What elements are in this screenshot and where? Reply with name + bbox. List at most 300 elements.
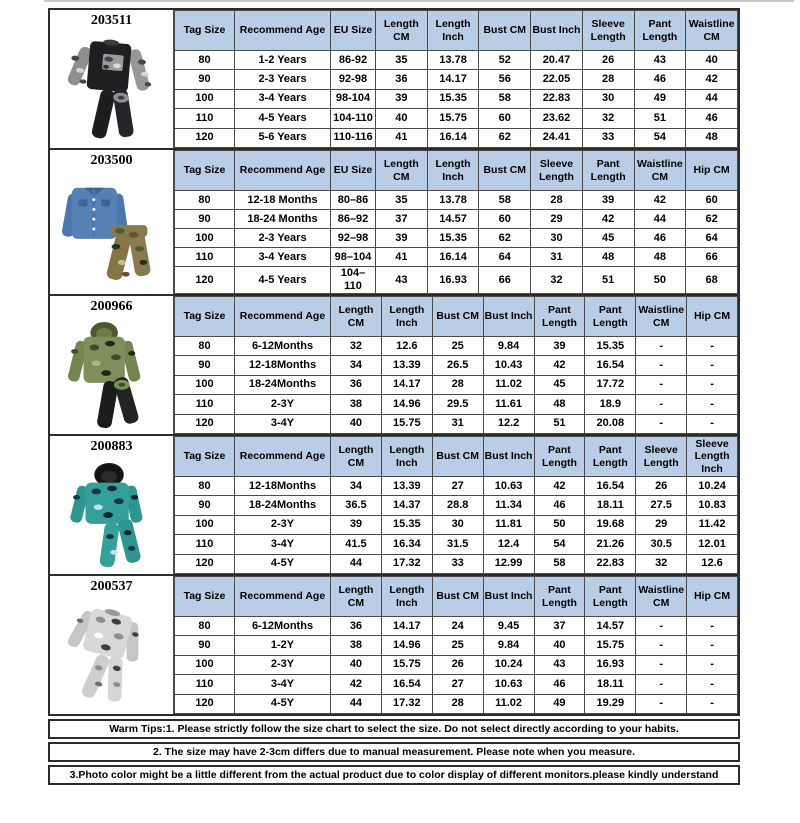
table-cell: 15.75: [427, 109, 479, 128]
column-header: EU Size: [331, 151, 376, 191]
table-cell: 40: [534, 636, 585, 655]
table-cell: 16.14: [427, 248, 479, 267]
table-cell: 15.35: [427, 229, 479, 248]
table-cell: 90: [175, 356, 235, 375]
table-cell: 13.39: [381, 356, 432, 375]
table-cell: 11.42: [687, 515, 738, 534]
table-cell: 18.9: [585, 395, 636, 414]
table-cell: 44: [634, 210, 686, 229]
table-cell: 10.83: [687, 496, 738, 515]
table-row: [175, 267, 738, 294]
table-cell: 19.68: [585, 515, 636, 534]
column-header: Pant Length: [634, 11, 686, 51]
table-cell: 16.54: [585, 356, 636, 375]
table-cell: 3-4 Years: [235, 89, 331, 108]
table-cell: 17.32: [381, 554, 432, 573]
table-cell: 60: [479, 109, 531, 128]
table-cell: 46: [634, 229, 686, 248]
table-cell: 33: [432, 554, 483, 573]
table-cell: 46: [534, 496, 585, 515]
table-cell: 86–92: [331, 210, 376, 229]
table-cell: 42: [582, 210, 634, 229]
table-cell: 22.83: [585, 554, 636, 573]
table-cell: 15.35: [427, 89, 479, 108]
table-cell: 14.57: [427, 210, 479, 229]
table-cell: 90: [175, 636, 235, 655]
table-row: [175, 477, 738, 496]
table-cell: 110: [175, 395, 235, 414]
table-cell: 21.26: [585, 535, 636, 554]
column-header: Pant Length: [585, 297, 636, 337]
table-cell: 22.83: [531, 89, 583, 108]
column-header: Pant Length: [534, 437, 585, 477]
table-row: [175, 229, 738, 248]
product-code: 203511: [90, 13, 133, 28]
table-row: [175, 248, 738, 267]
product-cell: [50, 436, 174, 574]
table-cell: 18-24Months: [235, 496, 331, 515]
table-cell: 46: [634, 70, 686, 89]
table-cell: 39: [582, 191, 634, 210]
table-cell: 62: [686, 210, 738, 229]
table-cell: 44: [331, 694, 382, 713]
table-cell: 2-3Y: [235, 655, 331, 674]
product-code: 200537: [90, 579, 133, 594]
column-header: Tag Size: [175, 577, 235, 617]
column-header: Recommend Age: [235, 297, 331, 337]
table-cell: 90: [175, 496, 235, 515]
table-cell: 30: [432, 515, 483, 534]
table-cell: 50: [534, 515, 585, 534]
table-cell: 16.14: [427, 128, 479, 147]
table-cell: 58: [479, 191, 531, 210]
column-header: Pant Length: [585, 577, 636, 617]
table-cell: 62: [479, 128, 531, 147]
table-cell: 80: [175, 617, 235, 636]
product-photo-green-camo-hoodie-set: [57, 316, 167, 434]
table-cell: 48: [634, 248, 686, 267]
table-cell: 42: [534, 356, 585, 375]
product-photo-grey-camo-set: [57, 596, 167, 714]
table-cell: 104–110: [331, 267, 376, 294]
table-cell: 100: [175, 375, 235, 394]
table-cell: 13.78: [427, 51, 479, 70]
table-cell: 66: [686, 248, 738, 267]
table-cell: 9.84: [483, 636, 534, 655]
table-cell: 14.96: [381, 636, 432, 655]
table-cell: 9.45: [483, 617, 534, 636]
product-code: 200966: [90, 299, 133, 314]
column-header: Length Inch: [427, 11, 479, 51]
table-cell: 46: [686, 109, 738, 128]
table-cell: 54: [534, 535, 585, 554]
table-cell: 98-104: [331, 89, 376, 108]
table-row: [175, 636, 738, 655]
column-header: Length CM: [376, 11, 428, 51]
table-cell: 23.62: [531, 109, 583, 128]
table-cell: 4-5Y: [235, 694, 331, 713]
table-cell: 11.61: [483, 395, 534, 414]
table-cell: 30: [531, 229, 583, 248]
table-cell: 48: [686, 128, 738, 147]
table-cell: 100: [175, 655, 235, 674]
table-row: [175, 191, 738, 210]
table-cell: 90: [175, 70, 235, 89]
table-cell: 40: [331, 655, 382, 674]
column-header: Length CM: [331, 437, 382, 477]
table-cell: -: [636, 375, 687, 394]
table-cell: 12.6: [381, 337, 432, 356]
table-row: [175, 515, 738, 534]
section-203511: [50, 10, 738, 150]
column-header: Bust Inch: [483, 577, 534, 617]
table-cell: 32: [331, 337, 382, 356]
size-table-200537: [174, 576, 738, 714]
column-header: Bust CM: [432, 577, 483, 617]
table-cell: 15.75: [585, 636, 636, 655]
table-cell: 51: [534, 414, 585, 433]
table-cell: 2-3Y: [235, 515, 331, 534]
column-header: Sleeve Length: [582, 11, 634, 51]
table-cell: 39: [376, 89, 428, 108]
table-cell: 12.4: [483, 535, 534, 554]
table-cell: 24.41: [531, 128, 583, 147]
table-cell: 37: [534, 617, 585, 636]
table-cell: 35: [376, 51, 428, 70]
column-header: Bust CM: [432, 437, 483, 477]
table-cell: 39: [376, 229, 428, 248]
table-cell: 14.96: [381, 395, 432, 414]
column-header: Recommend Age: [235, 11, 331, 51]
table-cell: 42: [634, 191, 686, 210]
table-cell: 44: [331, 554, 382, 573]
table-cell: 18.11: [585, 496, 636, 515]
table-cell: 86-92: [331, 51, 376, 70]
table-cell: 40: [686, 51, 738, 70]
table-cell: 6-12Months: [235, 617, 331, 636]
table-cell: -: [636, 337, 687, 356]
column-header: EU Size: [331, 11, 376, 51]
table-row: [175, 51, 738, 70]
table-cell: 51: [634, 109, 686, 128]
table-cell: 20.08: [585, 414, 636, 433]
table-cell: 110: [175, 109, 235, 128]
table-cell: 120: [175, 414, 235, 433]
table-cell: 45: [534, 375, 585, 394]
product-code: 203500: [90, 153, 133, 168]
table-cell: 100: [175, 515, 235, 534]
table-cell: 45: [582, 229, 634, 248]
table-cell: 3-4Y: [235, 675, 331, 694]
table-row: [175, 694, 738, 713]
table-cell: 3-4Y: [235, 414, 331, 433]
table-cell: -: [636, 694, 687, 713]
table-cell: 38: [331, 395, 382, 414]
column-header: Bust CM: [479, 151, 531, 191]
table-cell: 10.63: [483, 675, 534, 694]
table-cell: 5-6 Years: [235, 128, 331, 147]
table-cell: 51: [582, 267, 634, 294]
table-cell: -: [687, 655, 738, 674]
table-cell: 36: [331, 617, 382, 636]
table-cell: 43: [634, 51, 686, 70]
table-cell: -: [687, 636, 738, 655]
column-header: Tag Size: [175, 11, 235, 51]
table-cell: 110: [175, 535, 235, 554]
column-header: Waistline CM: [636, 577, 687, 617]
table-cell: 14.17: [381, 617, 432, 636]
table-cell: -: [636, 414, 687, 433]
table-cell: 39: [331, 515, 382, 534]
table-cell: 49: [534, 694, 585, 713]
warm-tip-3: 3.Photo color might be a little different from the actual product due to color display of different monitors.please kindly understand: [48, 765, 740, 785]
table-cell: -: [687, 694, 738, 713]
header-row: [175, 151, 738, 191]
table-row: [175, 554, 738, 573]
table-cell: 27.5: [636, 496, 687, 515]
table-cell: 11.81: [483, 515, 534, 534]
table-cell: 58: [479, 89, 531, 108]
product-cell: [50, 576, 174, 714]
section-203500: [50, 150, 738, 296]
table-cell: 92–98: [331, 229, 376, 248]
table-cell: 14.17: [381, 375, 432, 394]
section-200883: [50, 436, 738, 576]
header-row: [175, 437, 738, 477]
table-cell: 4-5 Years: [235, 109, 331, 128]
warm-tip-1: Warm Tips:1. Please strictly follow the size chart to select the size. Do not select directly according to your habits.: [48, 719, 740, 739]
table-cell: 110: [175, 248, 235, 267]
table-cell: 18.11: [585, 675, 636, 694]
table-cell: 30.5: [636, 535, 687, 554]
warm-tip-2: 2. The size may have 2-3cm differs due to manual measurement. Please note when you measure.: [48, 742, 740, 762]
table-cell: 31: [432, 414, 483, 433]
table-row: [175, 337, 738, 356]
table-cell: 12.6: [687, 554, 738, 573]
table-row: [175, 675, 738, 694]
column-header: Waistline CM: [686, 11, 738, 51]
table-row: [175, 617, 738, 636]
table-cell: 20.47: [531, 51, 583, 70]
table-cell: 12.01: [687, 535, 738, 554]
column-header: Bust Inch: [531, 11, 583, 51]
product-photo-denim-shirt-camo-pants: [57, 170, 167, 288]
table-cell: -: [636, 617, 687, 636]
table-cell: 25: [432, 636, 483, 655]
table-cell: 33: [582, 128, 634, 147]
table-cell: 66: [479, 267, 531, 294]
product-cell: [50, 10, 174, 148]
table-cell: 19.29: [585, 694, 636, 713]
table-cell: 100: [175, 229, 235, 248]
header-row: [175, 577, 738, 617]
table-cell: -: [687, 337, 738, 356]
table-cell: 39: [534, 337, 585, 356]
column-header: Recommend Age: [235, 437, 331, 477]
size-table-200883: [174, 436, 738, 574]
table-cell: 110-116: [331, 128, 376, 147]
table-cell: 30: [582, 89, 634, 108]
section-200966: [50, 296, 738, 436]
table-row: [175, 89, 738, 108]
column-header: Length Inch: [381, 437, 432, 477]
column-header: Waistline CM: [634, 151, 686, 191]
table-cell: 40: [331, 414, 382, 433]
column-header: Sleeve Length: [531, 151, 583, 191]
table-cell: 4-5 Years: [235, 267, 331, 294]
table-cell: 29: [531, 210, 583, 229]
table-cell: 24: [432, 617, 483, 636]
column-header: Pant Length: [534, 297, 585, 337]
product-code: 200883: [90, 439, 133, 454]
table-cell: 48: [534, 395, 585, 414]
table-cell: 54: [634, 128, 686, 147]
column-header: Length CM: [331, 577, 382, 617]
table-cell: 49: [634, 89, 686, 108]
table-cell: 42: [686, 70, 738, 89]
column-header: Recommend Age: [235, 577, 331, 617]
table-cell: -: [687, 356, 738, 375]
table-row: [175, 356, 738, 375]
table-cell: 40: [376, 109, 428, 128]
table-cell: 120: [175, 267, 235, 294]
table-cell: 15.35: [381, 515, 432, 534]
product-cell: [50, 296, 174, 434]
table-row: [175, 655, 738, 674]
table-cell: 10.43: [483, 356, 534, 375]
table-cell: 28: [432, 375, 483, 394]
table-cell: 41.5: [331, 535, 382, 554]
table-cell: 104-110: [331, 109, 376, 128]
table-cell: 12.2: [483, 414, 534, 433]
table-cell: 26.5: [432, 356, 483, 375]
table-cell: 60: [479, 210, 531, 229]
table-cell: 29: [636, 515, 687, 534]
column-header: Pant Length: [582, 151, 634, 191]
table-cell: 80: [175, 477, 235, 496]
table-cell: 56: [479, 70, 531, 89]
table-cell: 28: [432, 694, 483, 713]
table-cell: 2-3 Years: [235, 229, 331, 248]
table-cell: 120: [175, 554, 235, 573]
table-cell: 26: [432, 655, 483, 674]
table-cell: 4-5Y: [235, 554, 331, 573]
product-photo-teal-camo-hoodie-set: [57, 456, 167, 574]
table-cell: 41: [376, 248, 428, 267]
column-header: Hip CM: [686, 151, 738, 191]
table-row: [175, 496, 738, 515]
column-header: Pant Length: [585, 437, 636, 477]
table-cell: 100: [175, 89, 235, 108]
size-table-200966: [174, 296, 738, 434]
table-cell: 37: [376, 210, 428, 229]
table-row: [175, 395, 738, 414]
table-cell: 18-24 Months: [235, 210, 331, 229]
table-row: [175, 535, 738, 554]
column-header: Length Inch: [381, 297, 432, 337]
table-cell: 34: [331, 356, 382, 375]
table-cell: 27: [432, 675, 483, 694]
table-cell: 35: [376, 191, 428, 210]
table-cell: 26: [582, 51, 634, 70]
table-cell: 14.57: [585, 617, 636, 636]
table-cell: 16.54: [381, 675, 432, 694]
table-row: [175, 414, 738, 433]
table-cell: 64: [479, 248, 531, 267]
column-header: Tag Size: [175, 151, 235, 191]
size-chart-sections: [48, 8, 740, 716]
table-cell: 27: [432, 477, 483, 496]
top-divider-strip: [44, 0, 794, 2]
size-table-203511: [174, 10, 738, 148]
table-cell: 14.17: [427, 70, 479, 89]
table-cell: -: [636, 675, 687, 694]
column-header: Bust CM: [432, 297, 483, 337]
table-cell: 12.99: [483, 554, 534, 573]
table-cell: 31: [531, 248, 583, 267]
table-cell: 16.93: [427, 267, 479, 294]
table-row: [175, 70, 738, 89]
table-row: [175, 375, 738, 394]
table-cell: -: [687, 617, 738, 636]
table-cell: 18-24Months: [235, 375, 331, 394]
table-cell: 11.02: [483, 375, 534, 394]
column-header: Hip CM: [687, 297, 738, 337]
table-cell: 36.5: [331, 496, 382, 515]
table-cell: 90: [175, 210, 235, 229]
table-cell: 80: [175, 191, 235, 210]
table-cell: 12-18 Months: [235, 191, 331, 210]
column-header: Pant Length: [534, 577, 585, 617]
column-header: Tag Size: [175, 297, 235, 337]
table-cell: 42: [331, 675, 382, 694]
table-cell: 44: [686, 89, 738, 108]
table-cell: 80: [175, 51, 235, 70]
table-cell: 10.63: [483, 477, 534, 496]
size-chart: [48, 8, 740, 785]
table-cell: -: [687, 414, 738, 433]
table-cell: 25: [432, 337, 483, 356]
table-cell: 10.24: [687, 477, 738, 496]
column-header: Length CM: [331, 297, 382, 337]
table-cell: 50: [634, 267, 686, 294]
column-header: Length Inch: [427, 151, 479, 191]
table-cell: 36: [331, 375, 382, 394]
header-row: [175, 297, 738, 337]
table-cell: 10.24: [483, 655, 534, 674]
table-cell: 26: [636, 477, 687, 496]
table-cell: 17.72: [585, 375, 636, 394]
table-cell: 43: [534, 655, 585, 674]
table-cell: 12-18Months: [235, 477, 331, 496]
column-header: Hip CM: [687, 577, 738, 617]
table-cell: 62: [479, 229, 531, 248]
table-cell: 31.5: [432, 535, 483, 554]
table-cell: 15.75: [381, 414, 432, 433]
table-cell: -: [636, 655, 687, 674]
column-header: Sleeve Length: [636, 437, 687, 477]
table-cell: 28: [582, 70, 634, 89]
table-cell: 36: [376, 70, 428, 89]
table-cell: -: [687, 675, 738, 694]
table-cell: 11.02: [483, 694, 534, 713]
table-cell: 2-3Y: [235, 395, 331, 414]
table-cell: 60: [686, 191, 738, 210]
table-cell: 9.84: [483, 337, 534, 356]
table-cell: 120: [175, 128, 235, 147]
table-row: [175, 128, 738, 147]
table-cell: 16.34: [381, 535, 432, 554]
